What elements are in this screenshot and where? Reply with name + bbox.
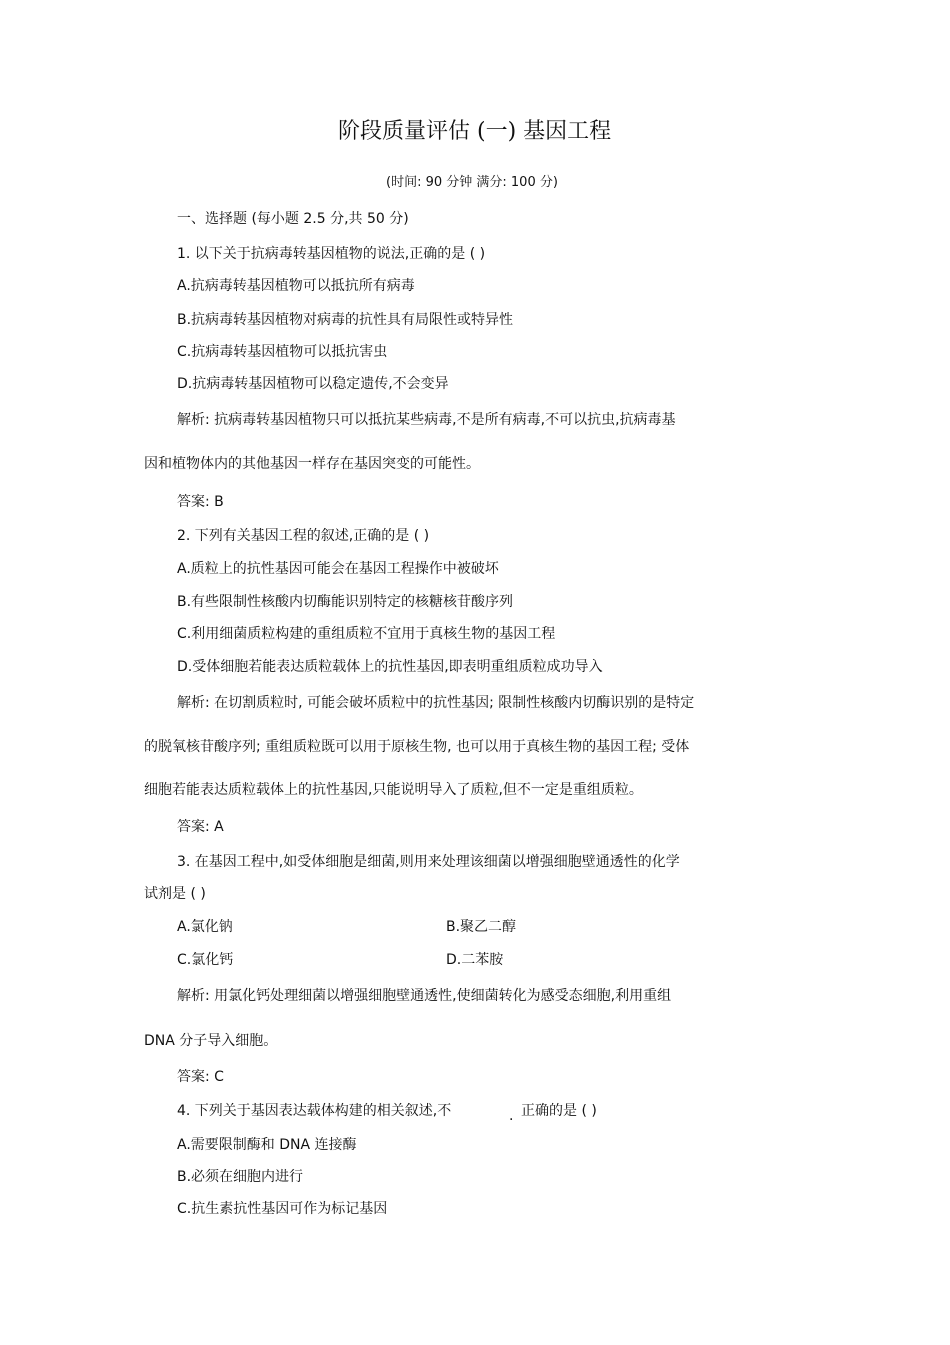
q3-stem-line-2: 试剂是 ( )	[144, 886, 206, 902]
q1-option-b: B.抗病毒转基因植物对病毒的抗性具有局限性或特异性	[177, 312, 514, 328]
q4-stem: 4. 下列关于基因表达载体构建的相关叙述,不	[177, 1103, 452, 1119]
q4-option-c: C.抗生素抗性基因可作为标记基因	[177, 1201, 388, 1217]
q1-stem: 1. 以下关于抗病毒转基因植物的说法,正确的是 ( )	[177, 246, 486, 262]
q2-option-a: A.质粒上的抗性基因可能会在基因工程操作中被破坏	[177, 561, 499, 577]
q2-option-c: C.利用细菌质粒构建的重组质粒不宜用于真核生物的基因工程	[177, 626, 556, 642]
q4-option-b: B.必须在细胞内进行	[177, 1169, 304, 1185]
q3-option-a: A.氯化钠	[177, 919, 233, 935]
q4-emphasis-dot: .	[509, 1108, 514, 1124]
page-subtitle: (时间: 90 分钟 满分: 100 分)	[386, 175, 558, 190]
q4-stem-tail: 正确的是 ( )	[521, 1103, 597, 1119]
q1-option-d: D.抗病毒转基因植物可以稳定遗传,不会变异	[177, 376, 449, 392]
q1-option-c: C.抗病毒转基因植物可以抵抗害虫	[177, 344, 388, 360]
q1-option-a: A.抗病毒转基因植物可以抵抗所有病毒	[177, 278, 415, 294]
q3-option-b: B.聚乙二醇	[446, 919, 517, 935]
q3-stem-line-1: 3. 在基因工程中,如受体细胞是细菌,则用来处理该细菌以增强细胞壁通透性的化学	[177, 854, 680, 870]
q2-answer: 答案: A	[177, 819, 224, 835]
q1-analysis-line-2: 因和植物体内的其他基因一样存在基因突变的可能性。	[144, 456, 480, 472]
section-heading: 一、选择题 (每小题 2.5 分,共 50 分)	[177, 211, 409, 227]
q2-stem: 2. 下列有关基因工程的叙述,正确的是 ( )	[177, 528, 430, 544]
q2-option-b: B.有些限制性核酸内切酶能识别特定的核糖核苷酸序列	[177, 594, 514, 610]
q2-option-d: D.受体细胞若能表达质粒载体上的抗性基因,即表明重组质粒成功导入	[177, 659, 603, 675]
q3-analysis-line-2: DNA 分子导入细胞。	[144, 1033, 278, 1049]
q2-analysis-line-1: 解析: 在切割质粒时, 可能会破坏质粒中的抗性基因; 限制性核酸内切酶识别的是特定	[177, 695, 695, 711]
q3-option-d: D.二苯胺	[446, 952, 504, 968]
q3-analysis-line-1: 解析: 用氯化钙处理细菌以增强细胞壁通透性,使细菌转化为感受态细胞,利用重组	[177, 988, 672, 1004]
q2-analysis-line-3: 细胞若能表达质粒载体上的抗性基因,只能说明导入了质粒,但不一定是重组质粒。	[144, 782, 643, 798]
q1-answer: 答案: B	[177, 494, 224, 510]
q3-answer: 答案: C	[177, 1069, 224, 1085]
q3-option-c: C.氯化钙	[177, 952, 234, 968]
q2-analysis-line-2: 的脱氧核苷酸序列; 重组质粒既可以用于原核生物, 也可以用于真核生物的基因工程; 受体	[144, 739, 690, 755]
q1-analysis-line-1: 解析: 抗病毒转基因植物只可以抵抗某些病毒,不是所有病毒,不可以抗虫,抗病毒基	[177, 412, 676, 428]
page-title: 阶段质量评估 (一) 基因工程	[338, 119, 612, 144]
q4-option-a: A.需要限制酶和 DNA 连接酶	[177, 1137, 357, 1153]
